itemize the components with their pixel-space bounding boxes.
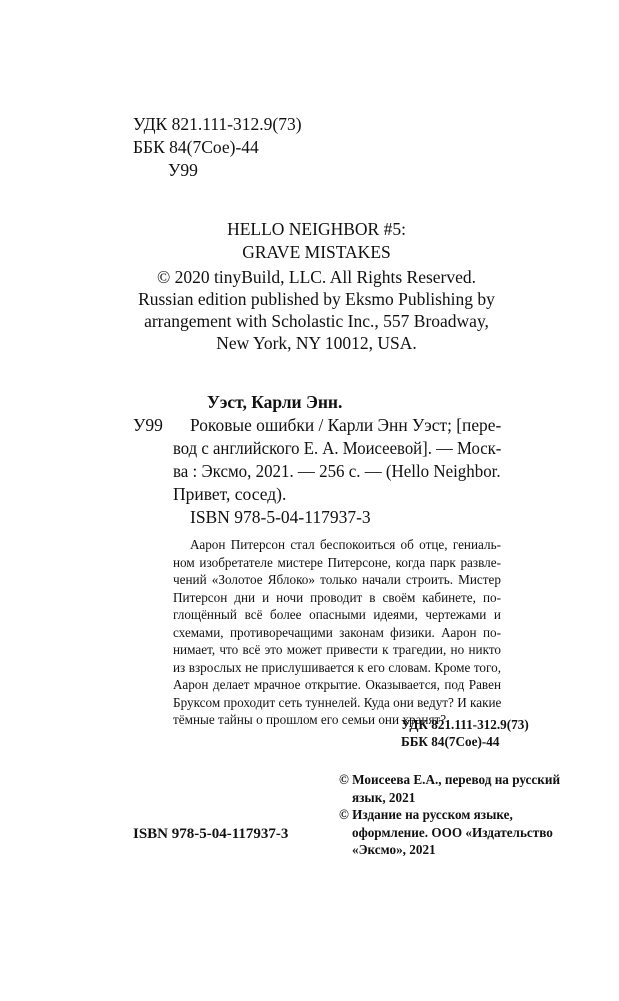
copyright-line: arrangement with Scholastic Inc., 557 Broadway, (144, 311, 489, 331)
catalog-author-heading: Уэст, Карли Энн. (207, 392, 343, 412)
annotation-line: чений «Золотое Яблоко» только начали строить. Мистер (173, 572, 501, 587)
annotation-line: Бруксом проходит сеть туннелей. Куда они ведут? И какие (173, 694, 502, 710)
annotation-line: глощённый всё более опасными идеями, чертежами и (173, 607, 501, 622)
annotation-line: нимает, что всё это может привести к трагедии, но никто (173, 642, 501, 657)
copyright-line: © 2020 tinyBuild, LLC. All Rights Reserved. (156, 267, 477, 287)
annotation-line: тёмные тайны о прошлом его семьи они хранят? (173, 712, 447, 727)
rights-line: «Эксмо», 2021 (352, 842, 436, 857)
isbn-bold: ISBN 978-5-04-117937-3 (133, 826, 289, 842)
annotation-line: Аарон делает мрачное открытие. Оказывается, под Равен (173, 677, 501, 692)
rights-line: © Моисеева Е.А., перевод на русский (339, 772, 561, 787)
catalog-description-line: Привет, сосед). (173, 484, 287, 504)
catalog-isbn: ISBN 978-5-04-117937-3 (190, 507, 371, 527)
annotation-line: из взрослых не прислушивается к его словам. Кроме того, (173, 659, 501, 675)
book-title-line-1: HELLO NEIGHBOR #5: (227, 219, 406, 239)
book-title-line-2: GRAVE MISTAKES (242, 242, 391, 262)
rights-line: язык, 2021 (352, 789, 416, 805)
annotation-line: Аарон Питерсон стал беспокоиться об отце, гениаль- (190, 537, 501, 552)
catalog-description-line: вод с английского Е. А. Моисеевой]. — Моск- (173, 438, 502, 458)
rights-line: оформление. ООО «Издательство (352, 824, 553, 840)
udk-code-small: УДК 821.111-312.9(73) (401, 717, 529, 732)
copyright-line: Russian edition published by Eksmo Publishing by (138, 289, 495, 309)
annotation-line: Питерсон дни и ночи проводит в своём кабинете, по- (173, 589, 501, 605)
annotation-line: ном изобретателе мистере Питерсоне, когда парк развле- (173, 554, 501, 570)
catalog-mark: У99 (133, 415, 163, 435)
author-mark: У99 (168, 160, 198, 180)
bbk-code-small: ББК 84(7Сое)-44 (401, 734, 500, 749)
annotation-line: схемами, противоречащими законам физики. Аарон по- (173, 624, 501, 640)
copyright-line: New York, NY 10012, USA. (216, 333, 417, 353)
catalog-description-line: ва : Эксмо, 2021. — 256 с. — (Hello Neighbor. (173, 461, 501, 481)
catalog-description-line: Роковые ошибки / Карли Энн Уэст; [пере- (190, 415, 502, 435)
rights-line: © Издание на русском языке, (339, 807, 513, 822)
udk-code: УДК 821.111-312.9(73) (133, 114, 302, 134)
bbk-code: ББК 84(7Сое)-44 (133, 137, 259, 157)
